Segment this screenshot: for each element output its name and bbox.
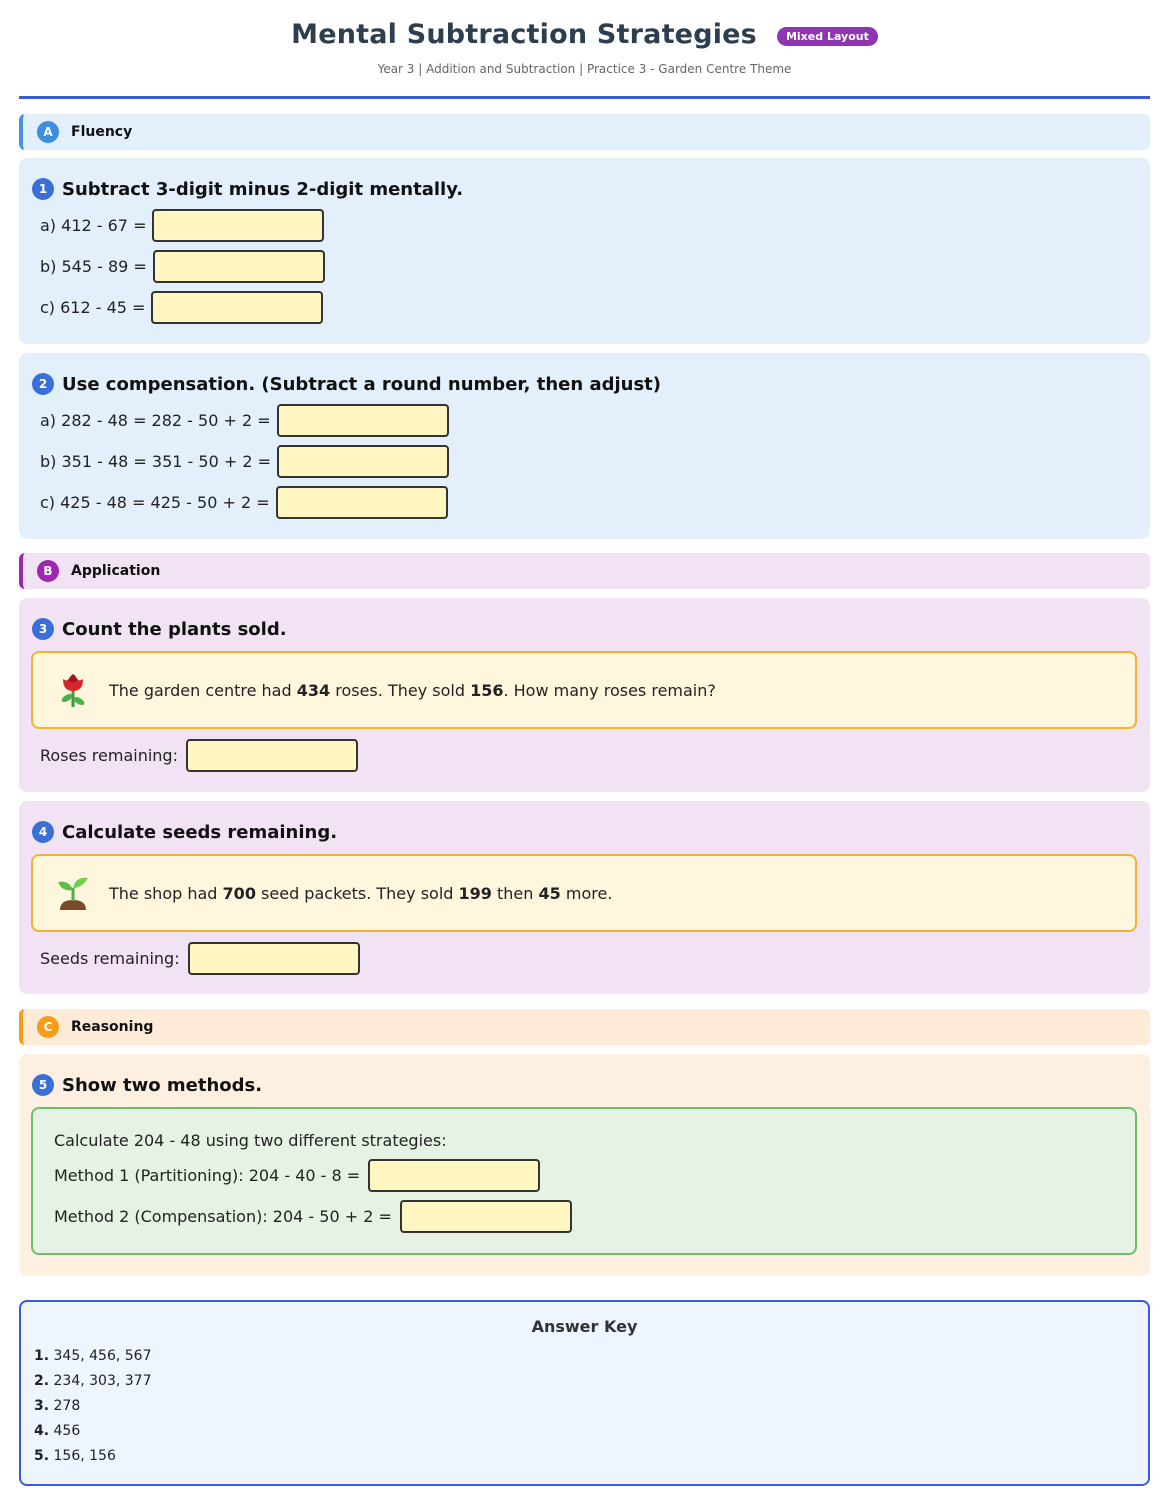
answer-box[interactable] <box>368 1159 540 1192</box>
section-c-badge: C <box>37 1016 59 1038</box>
q2-item-b <box>40 445 449 478</box>
answer-label: Roses remaining: <box>40 746 178 765</box>
question-2-card <box>19 353 1150 539</box>
header-divider <box>19 96 1150 99</box>
layout-badge: Mixed Layout <box>777 27 878 46</box>
q3-answer-line <box>40 739 358 772</box>
answer-box[interactable] <box>400 1200 572 1233</box>
question-number-badge: 5 <box>32 1074 54 1096</box>
section-c-label: Reasoning <box>71 1019 154 1035</box>
story-box-roses <box>31 651 1137 729</box>
answer-box[interactable] <box>188 942 360 975</box>
answer-box[interactable] <box>152 209 324 242</box>
story-text: The garden centre had 434 roses. They sold 156. How many roses remain? <box>109 680 716 700</box>
answer-box[interactable] <box>186 739 358 772</box>
q1-item-a-text: a) 412 - 67 = <box>40 216 147 235</box>
answer-label: Seeds remaining: <box>40 949 180 968</box>
reasoning-box <box>31 1107 1137 1255</box>
q5-method-2-text: Method 2 (Compensation): 204 - 50 + 2 = <box>54 1207 392 1226</box>
answer-key-row: 4. 456 <box>34 1423 81 1439</box>
answer-box[interactable] <box>153 250 325 283</box>
q1-item-b-text: b) 545 - 89 = <box>40 257 147 276</box>
page-title: Mental Subtraction Strategies <box>291 18 757 50</box>
question-5-card <box>19 1054 1150 1276</box>
answer-key <box>19 1300 1150 1486</box>
question-text: Calculate seeds remaining. <box>62 821 338 843</box>
question-4-card <box>19 801 1150 994</box>
q5-method-1 <box>54 1159 540 1192</box>
answer-key-row: 5. 156, 156 <box>34 1448 116 1464</box>
section-a-badge: A <box>37 121 59 143</box>
question-number-badge: 2 <box>32 373 54 395</box>
seedling-icon <box>53 873 93 913</box>
section-b-header <box>19 553 1150 589</box>
q1-item-b <box>40 250 325 283</box>
section-a-label: Fluency <box>71 124 133 140</box>
q1-item-a <box>40 209 324 242</box>
question-text: Count the plants sold. <box>62 618 287 640</box>
answer-box[interactable] <box>276 486 448 519</box>
page-subtitle: Year 3 | Addition and Subtraction | Practice 3 - Garden Centre Theme <box>377 62 792 76</box>
q2-item-a-text: a) 282 - 48 = 282 - 50 + 2 = <box>40 411 271 430</box>
question-text: Show two methods. <box>62 1074 263 1096</box>
q1-item-c-text: c) 612 - 45 = <box>40 298 146 317</box>
story-text: The shop had 700 seed packets. They sold 199 then 45 more. <box>109 883 613 903</box>
section-b-badge: B <box>37 560 59 582</box>
question-1-title <box>32 178 463 200</box>
story-box-seeds <box>31 854 1137 932</box>
answer-box[interactable] <box>151 291 323 324</box>
question-2-title <box>32 373 661 395</box>
question-4-title <box>32 821 337 843</box>
answer-key-row: 3. 278 <box>34 1398 81 1414</box>
answer-box[interactable] <box>277 445 449 478</box>
q5-method-2 <box>54 1200 572 1233</box>
section-b-label: Application <box>71 563 161 579</box>
q5-intro-text: Calculate 204 - 48 using two different strategies: <box>54 1131 447 1150</box>
q4-answer-line <box>40 942 360 975</box>
answer-key-row: 2. 234, 303, 377 <box>34 1373 152 1389</box>
q2-item-b-text: b) 351 - 48 = 351 - 50 + 2 = <box>40 452 271 471</box>
question-text: Use compensation. (Subtract a round number, then adjust) <box>62 373 662 395</box>
q2-item-a <box>40 404 449 437</box>
question-5-title <box>32 1074 262 1096</box>
question-number-badge: 1 <box>32 178 54 200</box>
question-1-card <box>19 158 1150 344</box>
question-3-title <box>32 618 287 640</box>
worksheet-header <box>0 14 1169 76</box>
section-a-header <box>19 114 1150 150</box>
q5-method-1-text: Method 1 (Partitioning): 204 - 40 - 8 = <box>54 1166 361 1185</box>
answer-box[interactable] <box>277 404 449 437</box>
rose-icon <box>53 670 93 710</box>
section-c-header <box>19 1009 1150 1045</box>
q2-item-c <box>40 486 448 519</box>
answer-key-title: Answer Key <box>531 1317 638 1336</box>
question-number-badge: 4 <box>32 821 54 843</box>
question-3-card <box>19 598 1150 792</box>
q2-item-c-text: c) 425 - 48 = 425 - 50 + 2 = <box>40 493 270 512</box>
question-text: Subtract 3-digit minus 2-digit mentally. <box>62 178 464 200</box>
q1-item-c <box>40 291 323 324</box>
q5-intro <box>54 1131 447 1150</box>
question-number-badge: 3 <box>32 618 54 640</box>
answer-key-row: 1. 345, 456, 567 <box>34 1348 152 1364</box>
